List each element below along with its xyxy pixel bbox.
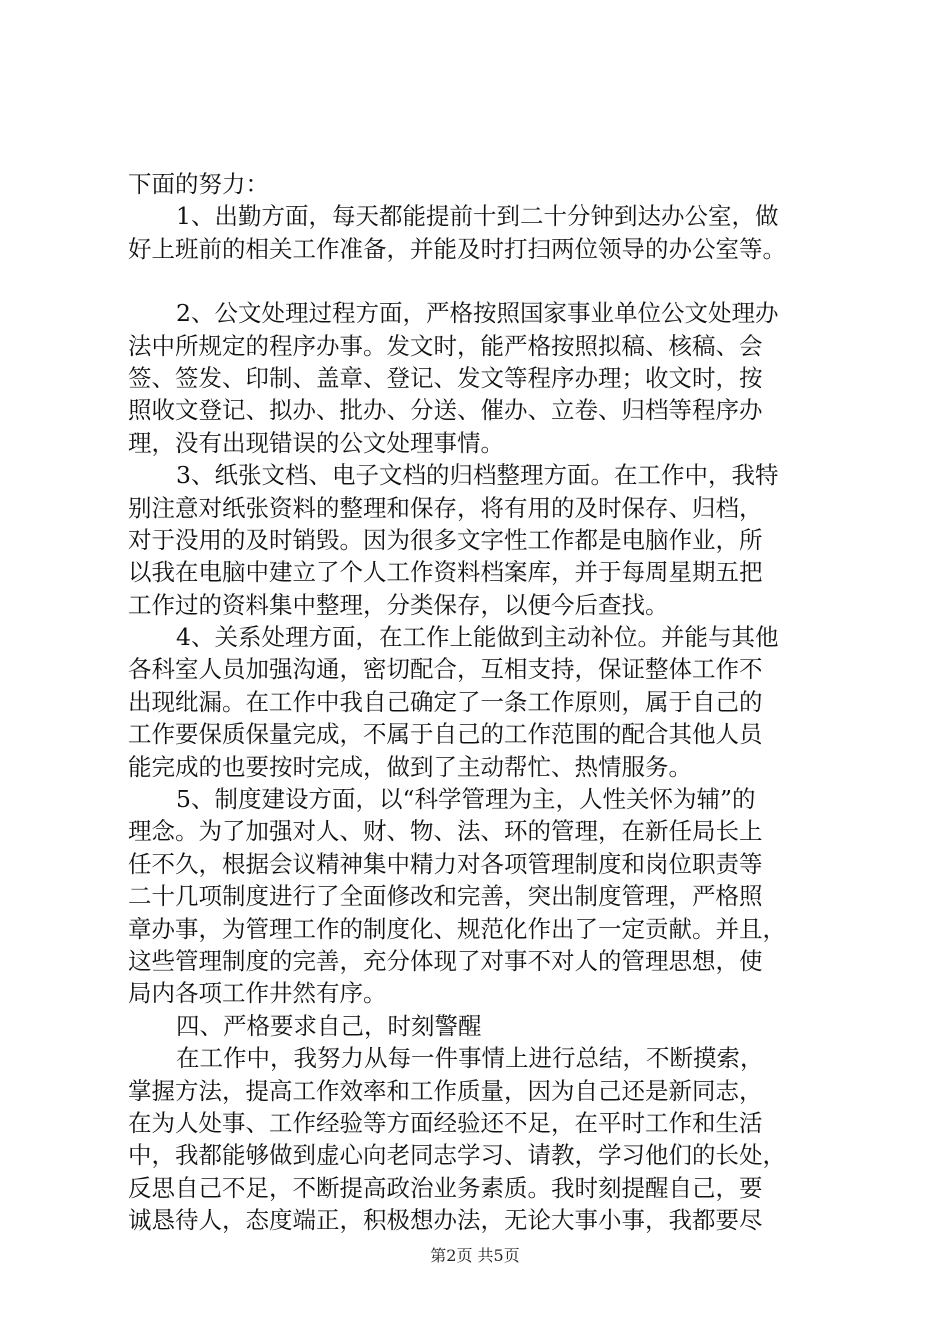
text-line: 法中所规定的程序办事。发文时，能严格按照拟稿、核稿、会 (128, 331, 763, 360)
text-line: 工作要保质保量完成，不属于自己的工作范围的配合其他人员 (128, 720, 763, 749)
text-line: 在为人处事、工作经验等方面经验还不足，在平时工作和生活 (128, 1108, 763, 1137)
document-body (128, 168, 848, 1237)
text-line: 签、签发、印制、盖章、登记、发文等程序办理；收文时，按 (128, 363, 763, 392)
paragraph-block-top (128, 168, 848, 265)
text-line: 局内各项工作井然有序。 (128, 979, 387, 1008)
text-line: 下面的努力： (128, 170, 269, 198)
text-line: 理念。为了加强对人、财、物、法、环的管理，在新任局长上 (128, 817, 763, 846)
paragraph-block-bottom (128, 297, 848, 1236)
text-line: 反思自己不足，不断提高政治业务素质。我时刻提醒自己，要 (128, 1173, 763, 1202)
text-line: 这些管理制度的完善，充分体现了对事不对人的管理思想，使 (128, 946, 763, 975)
paragraph-gap (128, 265, 848, 297)
text-line: 照收文登记、拟办、批办、分送、催办、立卷、归档等程序办 (128, 396, 763, 425)
text-line: 掌握方法，提高工作效率和工作质量，因为自己还是新同志， (128, 1076, 763, 1105)
text-line: 好上班前的相关工作准备，并能及时打扫两位领导的办公室等。 (128, 234, 786, 263)
text-line: 理，没有出现错误的公文处理事情。 (128, 428, 504, 457)
text-line: 别注意对纸张资料的整理和保存，将有用的及时保存、归档， (128, 493, 763, 522)
text-line: 工作过的资料集中整理，分类保存，以便今后查找。 (128, 590, 669, 619)
text-line: 诚恳待人，态度端正，积极想办法，无论大事小事，我都要尽 (128, 1206, 763, 1235)
text-line: 二十几项制度进行了全面修改和完善，突出制度管理，严格照 (128, 882, 763, 911)
text-line: 对于没用的及时销毁。因为很多文字性工作都是电脑作业，所 (128, 525, 763, 554)
text-line: 出现纰漏。在工作中我自己确定了一条工作原则，属于自己的 (128, 687, 763, 716)
text-line: 章办事，为管理工作的制度化、规范化作出了一定贡献。并且， (128, 914, 786, 943)
text-line: 任不久，根据会议精神集中精力对各项管理制度和岗位职责等 (128, 849, 763, 878)
text-line: 四、严格要求自己，时刻警醒 (176, 1011, 482, 1040)
text-line: 5、制度建设方面，以“科学管理为主，人性关怀为辅”的 (176, 785, 756, 814)
text-line: 1、出勤方面，每天都能提前十到二十分钟到达办公室，做 (176, 202, 779, 231)
text-line: 2、公文处理过程方面，严格按照国家事业单位公文处理办 (176, 299, 779, 328)
text-line: 以我在电脑中建立了个人工作资料档案库，并于每周星期五把 (128, 558, 763, 587)
text-line: 3、纸张文档、电子文档的归档整理方面。在工作中，我特 (176, 461, 779, 490)
text-line: 各科室人员加强沟通，密切配合，互相支持，保证整体工作不 (128, 655, 763, 684)
text-line: 4、关系处理方面，在工作上能做到主动补位。并能与其他 (176, 623, 779, 652)
text-line: 能完成的也要按时完成，做到了主动帮忙、热情服务。 (128, 752, 692, 781)
text-line: 在工作中，我努力从每一件事情上进行总结，不断摸索， (176, 1044, 764, 1073)
page-footer: 第2页 共5页 (430, 1246, 520, 1265)
text-line: 中，我都能够做到虚心向老同志学习、请教，学习他们的长处， (128, 1141, 786, 1170)
